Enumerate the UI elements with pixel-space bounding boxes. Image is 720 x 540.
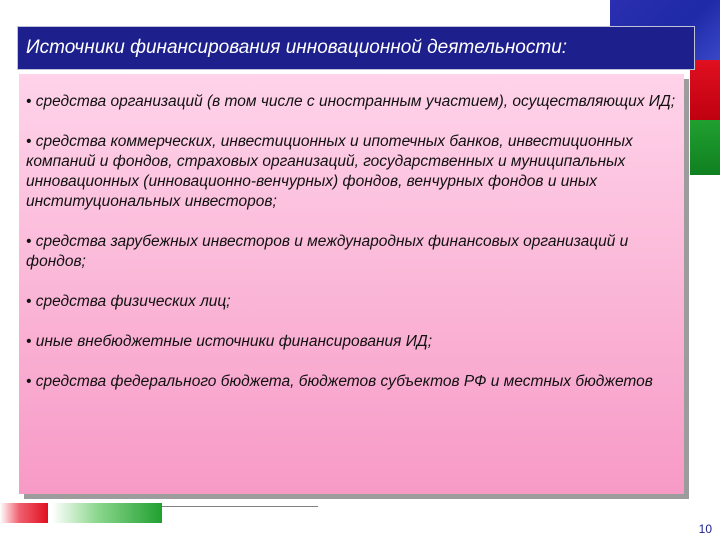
list-item: • средства организаций (в том числе с иностранным участием), осуществляющих ИД; bbox=[26, 93, 676, 110]
list-item: • средства зарубежных инвесторов и международных финансовых организаций и фондов; bbox=[26, 233, 629, 270]
corner-decoration-green bbox=[690, 120, 720, 175]
list-item: • средства федерального бюджета, бюджетов субъектов РФ и местных бюджетов bbox=[26, 373, 653, 390]
content-panel bbox=[19, 74, 684, 494]
list-item: • иные внебюджетные источники финансирования ИД; bbox=[26, 333, 433, 350]
footer-divider bbox=[162, 506, 318, 507]
footer-decoration-red bbox=[0, 503, 48, 523]
title-bar bbox=[17, 26, 695, 70]
list-item: • средства коммерческих, инвестиционных и ипотечных банков, инвестиционных компаний и фондов, страховых организаций, государственных и муниципальных инновационных (инновационно-венчурных) фондов, венчурных фондов и иных институциональных инвесторов; bbox=[26, 133, 633, 210]
page-number: 10 bbox=[698, 522, 712, 536]
list-item: • средства физических лиц; bbox=[26, 293, 231, 310]
slide-title: Источники финансирования инновационной деятельности: bbox=[26, 37, 568, 58]
footer-decoration-green bbox=[52, 503, 162, 523]
